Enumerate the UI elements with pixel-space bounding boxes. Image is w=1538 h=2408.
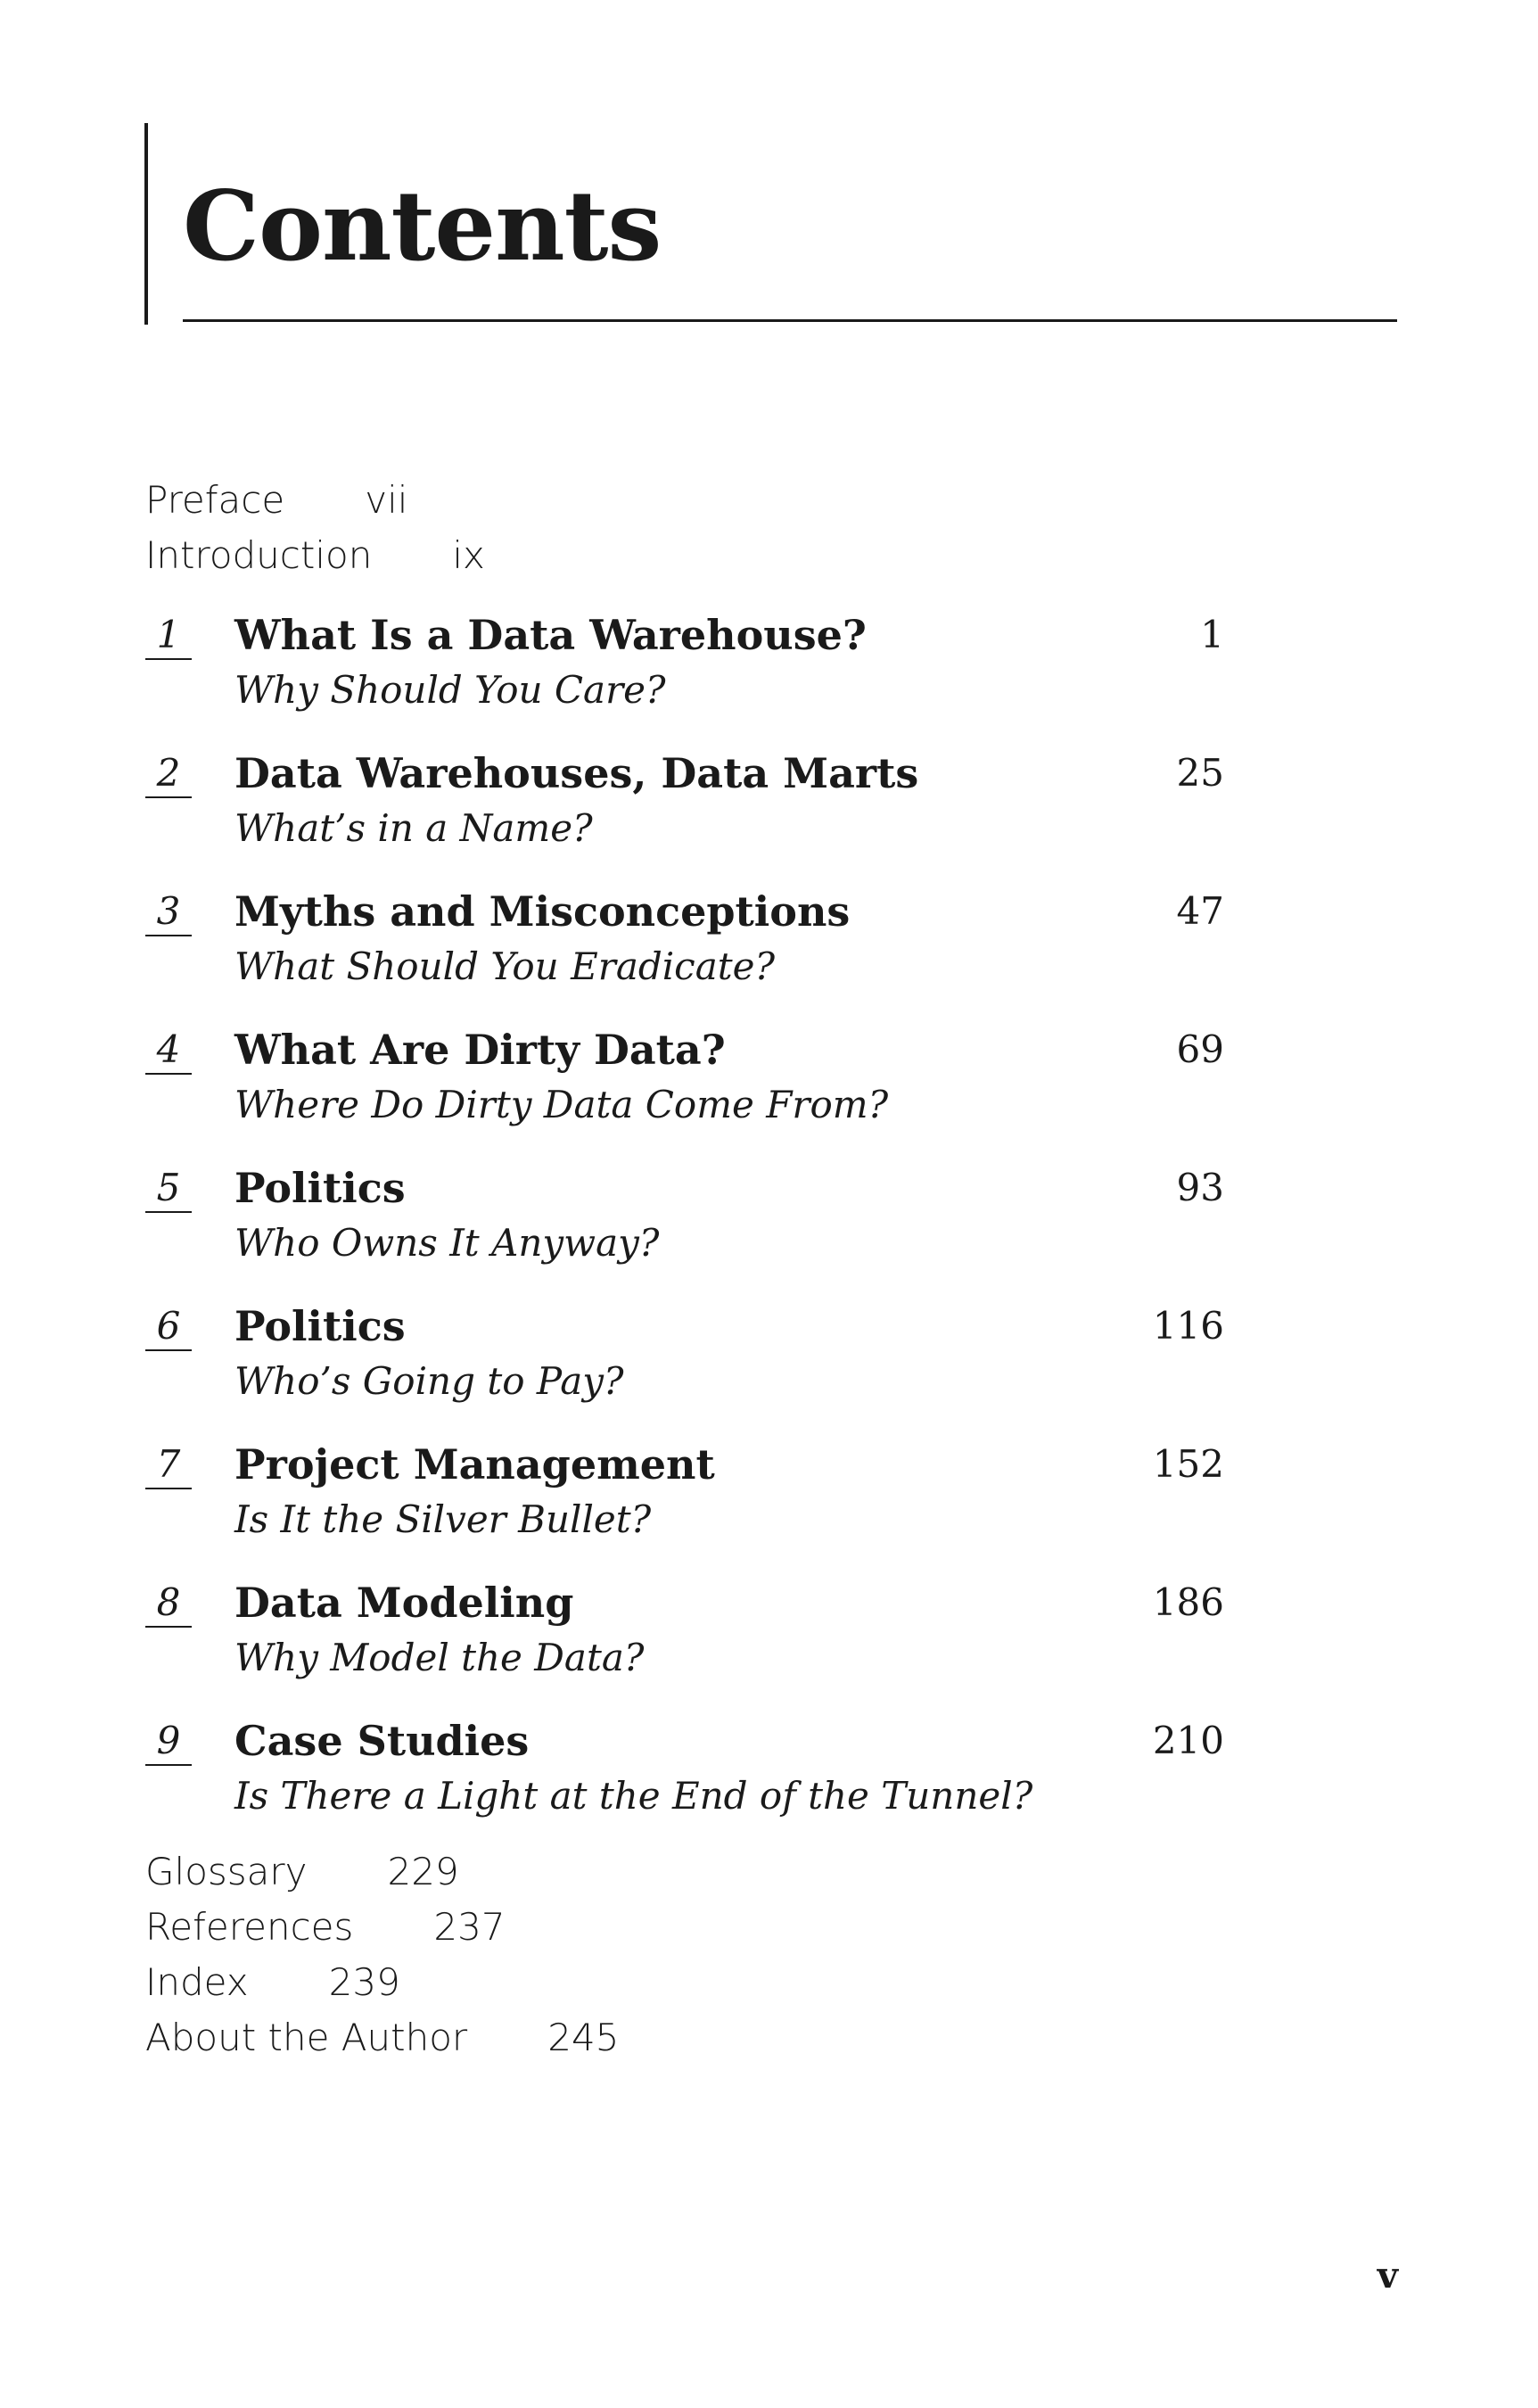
chapter-number: 1 bbox=[145, 612, 192, 660]
entry-page: 229 bbox=[387, 1850, 459, 1893]
title-vertical-rule bbox=[144, 123, 148, 325]
chapter-page: 1 bbox=[1200, 613, 1224, 656]
entry-page: vii bbox=[365, 478, 408, 522]
chapter-page: 152 bbox=[1152, 1442, 1224, 1486]
title-horizontal-rule bbox=[183, 319, 1397, 322]
chapter-title: Data Warehouses, Data Marts bbox=[234, 749, 919, 797]
chapter-list bbox=[145, 606, 1224, 1851]
chapter-subtitle: Is There a Light at the End of the Tunnel? bbox=[234, 1774, 1033, 1818]
chapter-title: What Is a Data Warehouse? bbox=[234, 611, 867, 659]
chapter-page: 210 bbox=[1152, 1719, 1224, 1762]
page-folio: v bbox=[1377, 2255, 1398, 2297]
entry-page: 239 bbox=[328, 1960, 400, 2004]
chapter-page: 25 bbox=[1176, 751, 1224, 795]
chapter-page: 69 bbox=[1176, 1027, 1224, 1071]
chapter-subtitle: What Should You Eradicate? bbox=[234, 944, 775, 988]
page-title: Contents bbox=[183, 170, 662, 283]
chapter-subtitle: Who Owns It Anyway? bbox=[234, 1221, 660, 1265]
entry-label: Index bbox=[145, 1960, 249, 2004]
chapter-title: Myths and Misconceptions bbox=[234, 887, 851, 936]
chapter-title: Politics bbox=[234, 1164, 406, 1212]
chapter-number: 7 bbox=[145, 1441, 192, 1489]
chapter-number: 2 bbox=[145, 750, 192, 798]
entry-label: Introduction bbox=[145, 533, 373, 577]
chapter-entry-3[interactable] bbox=[145, 883, 1224, 1021]
chapter-subtitle: Why Model the Data? bbox=[234, 1636, 645, 1679]
back-matter-item-references[interactable] bbox=[145, 1900, 619, 1955]
back-matter-item-glossary[interactable] bbox=[145, 1844, 619, 1900]
chapter-entry-5[interactable] bbox=[145, 1159, 1224, 1298]
entry-label: Glossary bbox=[145, 1850, 308, 1893]
chapter-entry-4[interactable] bbox=[145, 1021, 1224, 1159]
chapter-subtitle: Why Should You Care? bbox=[234, 668, 666, 712]
chapter-entry-6[interactable] bbox=[145, 1298, 1224, 1436]
back-matter-item-index[interactable] bbox=[145, 1955, 619, 2010]
front-matter-item-introduction[interactable] bbox=[145, 528, 485, 583]
chapter-number: 6 bbox=[145, 1303, 192, 1351]
chapter-page: 186 bbox=[1152, 1580, 1224, 1624]
entry-label: References bbox=[145, 1905, 354, 1949]
chapter-page: 47 bbox=[1176, 889, 1224, 933]
chapter-number: 5 bbox=[145, 1165, 192, 1213]
chapter-number: 3 bbox=[145, 888, 192, 936]
chapter-title: What Are Dirty Data? bbox=[234, 1026, 726, 1074]
chapter-entry-9[interactable] bbox=[145, 1712, 1224, 1851]
entry-page: 245 bbox=[547, 2016, 620, 2059]
chapter-entry-7[interactable] bbox=[145, 1436, 1224, 1574]
chapter-subtitle: Where Do Dirty Data Come From? bbox=[234, 1083, 889, 1126]
chapter-entry-1[interactable] bbox=[145, 606, 1224, 745]
chapter-entry-8[interactable] bbox=[145, 1574, 1224, 1712]
chapter-number: 8 bbox=[145, 1579, 192, 1628]
chapter-title: Project Management bbox=[234, 1440, 715, 1489]
chapter-subtitle: Who’s Going to Pay? bbox=[234, 1359, 624, 1403]
back-matter-list bbox=[145, 1844, 619, 2066]
chapter-number: 4 bbox=[145, 1027, 192, 1075]
chapter-entry-2[interactable] bbox=[145, 745, 1224, 883]
chapter-title: Data Modeling bbox=[234, 1579, 574, 1627]
entry-page: 237 bbox=[433, 1905, 506, 1949]
chapter-subtitle: Is It the Silver Bullet? bbox=[234, 1497, 652, 1541]
entry-label: Preface bbox=[145, 478, 285, 522]
chapter-page: 93 bbox=[1176, 1166, 1224, 1209]
back-matter-item-about-the-author[interactable] bbox=[145, 2010, 619, 2066]
entry-label: About the Author bbox=[145, 2016, 468, 2059]
chapter-title: Case Studies bbox=[234, 1717, 530, 1765]
chapter-page: 116 bbox=[1152, 1304, 1224, 1348]
front-matter-list bbox=[145, 473, 485, 583]
chapter-title: Politics bbox=[234, 1302, 406, 1350]
entry-page: ix bbox=[452, 533, 485, 577]
front-matter-item-preface[interactable] bbox=[145, 473, 485, 528]
chapter-subtitle: What’s in a Name? bbox=[234, 806, 593, 850]
chapter-number: 9 bbox=[145, 1718, 192, 1766]
